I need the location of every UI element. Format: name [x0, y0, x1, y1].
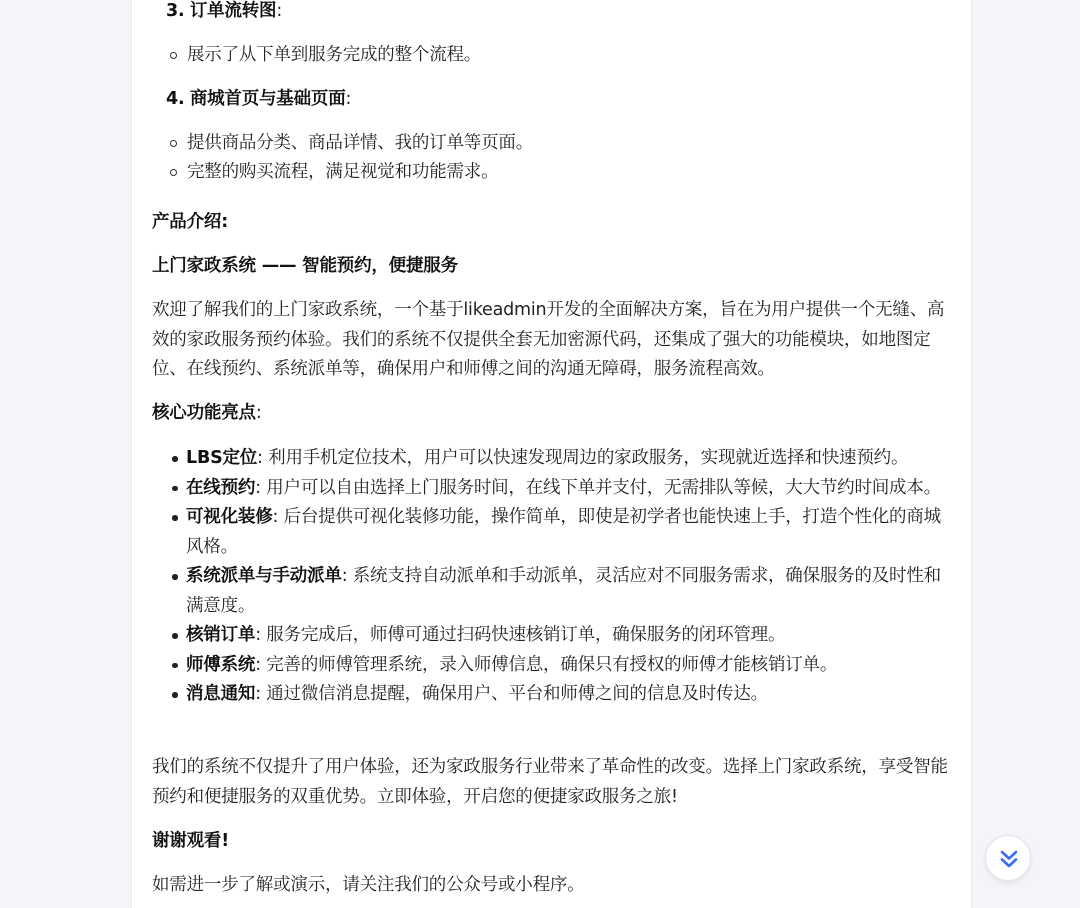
numbered-item-title: 订单流转图 [189, 1, 277, 21]
sub-list-item [187, 129, 533, 159]
double-chevron-down-icon [997, 847, 1021, 871]
circle-bullet-icon [170, 52, 177, 59]
sub-list-item-text: 提供商品分类、商品详情、我的订单等页面。 [187, 133, 533, 153]
bullet-dot-icon [172, 574, 178, 580]
slogan [152, 252, 952, 282]
bullet-dot-icon [172, 692, 178, 698]
circle-bullet-icon [170, 140, 177, 147]
feature-item-notification [152, 680, 946, 710]
numbered-item-title: 商城首页与基础页面 [189, 89, 346, 109]
sub-list-item [187, 158, 498, 188]
feature-name: 师傅系统 [186, 654, 256, 675]
feature-desc: : 服务完成后，师傅可通过扫码快速核销订单，确保服务的闭环管理。 [255, 625, 786, 645]
slogan-text: 上门家政系统 —— 智能预约，便捷服务 [152, 256, 458, 276]
scroll-to-bottom-button[interactable] [985, 835, 1031, 881]
feature-item-master-system [152, 651, 946, 681]
features-heading-title: 核心功能亮点 [152, 403, 256, 423]
numbered-item-colon: : [345, 89, 352, 109]
thanks-heading [152, 827, 952, 857]
numbered-item-3 [166, 0, 282, 27]
intro-paragraph: 欢迎了解我们的上门家政系统，一个基于likeadmin开发的全面解决方案，旨在为用户提供一个无缝、高效的家政服务预约体验。我们的系统不仅提供全套无加密源代码，还集成了强大的功能模块，如地图定位、在线预约、系统派单等，确保用户和师傅之间的沟通无障碍，服务流程高效。 [152, 300, 945, 379]
bullet-dot-icon [172, 663, 178, 669]
feature-item-lbs [152, 444, 946, 474]
features-heading-colon: : [255, 403, 262, 423]
bullet-dot-icon [172, 515, 178, 521]
feature-item-dispatch [152, 562, 946, 621]
circle-bullet-icon [170, 169, 177, 176]
feature-name: 系统派单与手动派单 [186, 566, 342, 586]
feature-item-visual-decoration [152, 503, 946, 562]
feature-item-verify-order [152, 621, 946, 651]
feature-name: LBS定位 [186, 448, 258, 468]
feature-name: 可视化装修 [186, 507, 273, 527]
numbered-item-number: 3. [166, 1, 185, 21]
closing-paragraph: 我们的系统不仅提升了用户体验，还为家政服务行业带来了革命性的改变。选择上门家政系统，享受智能预约和便捷服务的双重优势。立即体验，开启您的便捷家政服务之旅! [152, 757, 948, 807]
document-page [131, 0, 972, 908]
feature-item-online-booking [152, 474, 946, 504]
feature-name: 消息通知 [186, 684, 256, 704]
bullet-dot-icon [172, 456, 178, 462]
bullet-dot-icon [172, 633, 178, 639]
bullet-dot-icon [172, 486, 178, 492]
numbered-item-colon: : [276, 1, 283, 21]
sub-list-item [187, 41, 481, 71]
numbered-item-number: 4. [166, 89, 185, 109]
thanks-text: 谢谢观看! [152, 831, 229, 851]
contact-note: 如需进一步了解或演示，请关注我们的公众号或小程序。 [152, 875, 585, 895]
feature-desc: : 利用手机定位技术，用户可以快速发现周边的家政服务，实现就近选择和快速预约。 [257, 448, 909, 468]
feature-desc: : 完善的师傅管理系统，录入师傅信息，确保只有授权的师傅才能核销订单。 [255, 654, 838, 675]
feature-name: 在线预约 [186, 477, 256, 498]
features-heading [152, 399, 952, 429]
sub-list-item-text: 完整的购买流程，满足视觉和功能需求。 [187, 162, 499, 182]
feature-desc: : 后台提供可视化装修功能，操作简单，即使是初学者也能快速上手，打造个性化的商城风格。 [186, 507, 941, 557]
feature-name: 核销订单 [186, 625, 256, 645]
sub-list-item-text: 展示了从下单到服务完成的整个流程。 [187, 45, 482, 65]
intro-heading-text: 产品介绍: [152, 212, 228, 232]
feature-desc: : 用户可以自由选择上门服务时间，在线下单并支付，无需排队等候，大大节约时间成本。 [255, 477, 941, 498]
feature-desc: : 通过微信消息提醒，确保用户、平台和师傅之间的信息及时传达。 [255, 684, 768, 704]
feature-list [152, 444, 952, 710]
feature-desc: : 系统支持自动派单和手动派单，灵活应对不同服务需求，确保服务的及时性和满意度。 [186, 566, 941, 616]
intro-heading [152, 208, 952, 238]
numbered-item-4 [166, 85, 351, 115]
